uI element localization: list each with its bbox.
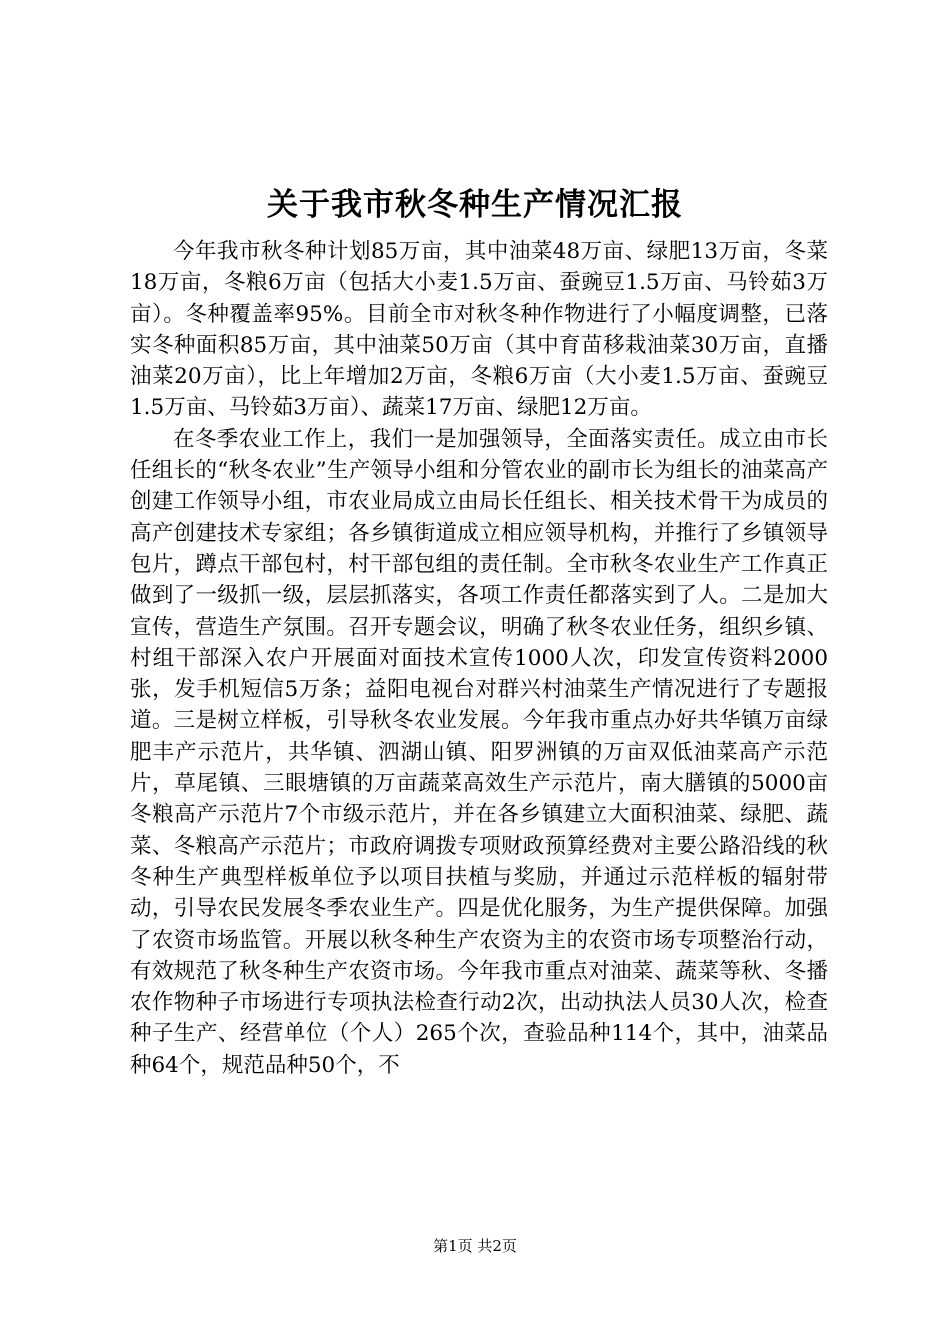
- paragraph-1: 今年我市秋冬种计划85万亩，其中油菜48万亩、绿肥13万亩，冬菜18万亩，冬粮6万亩（包括大小麦1.5万亩、蚕豌豆1.5万亩、马铃茹3万亩）。冬种覆盖率95%。目前全市对秋冬种作物进行了小幅度调整，已落实冬种面积85万亩，其中油菜50万亩（其中育苗移栽油菜30万亩，直播油菜20万亩），比上年增加2万亩，冬粮6万亩（大小麦1.5万亩、蚕豌豆1.5万亩、马铃茹3万亩）、蔬菜17万亩、绿肥12万亩。: [130, 239, 828, 421]
- document-title: 关于我市秋冬种生产情况汇报: [267, 187, 683, 223]
- document-body: [130, 236, 828, 1182]
- paragraph-2: 在冬季农业工作上，我们一是加强领导，全面落实责任。成立由市长任组长的“秋冬农业”生产领导小组和分管农业的副市长为组长的油菜高产创建工作领导小组，市农业局成立由局长任组长、相关技术骨干为成员的高产创建技术专家组；各乡镇街道成立相应领导机构，并推行了乡镇领导包片，蹲点干部包村，村干部包组的责任制。全市秋冬农业生产工作真正做到了一级抓一级，层层抓落实，各项工作责任都落实到了人。二是加大宣传，营造生产氛围。召开专题会议，明确了秋冬农业任务，组织乡镇、村组干部深入农户开展面对面技术宣传1000人次，印发宣传资料2000张，发手机短信5万条；益阳电视台对群兴村油菜生产情况进行了专题报道。三是树立样板，引导秋冬农业发展。今年我市重点办好共华镇万亩绿肥丰产示范片，共华镇、泗湖山镇、阳罗洲镇的万亩双低油菜高产示范片，草尾镇、三眼塘镇的万亩蔬菜高效生产示范片，南大膳镇的5000亩冬粮高产示范片7个市级示范片，并在各乡镇建立大面积油菜、绿肥、蔬菜、冬粮高产示范片；市政府调拨专项财政预算经费对主要公路沿线的秋冬种生产典型样板单位予以项目扶植与奖励，并通过示范样板的辐射带动，引导农民发展冬季农业生产。四是优化服务，为生产提供保障。加强了农资市场监管。开展以秋冬种生产农资为主的农资市场专项整治行动，有效规范了秋冬种生产农资市场。今年我市重点对油菜、蔬菜等秋、冬播农作物种子市场进行专项执法检查行动2次，出动执法人员30人次，检查种子生产、经营单位（个人）265个次，查验品种114个，其中，油菜品种64个，规范品种50个，不: [130, 426, 828, 1078]
- page-footer: 第1页 共2页: [433, 1237, 517, 1255]
